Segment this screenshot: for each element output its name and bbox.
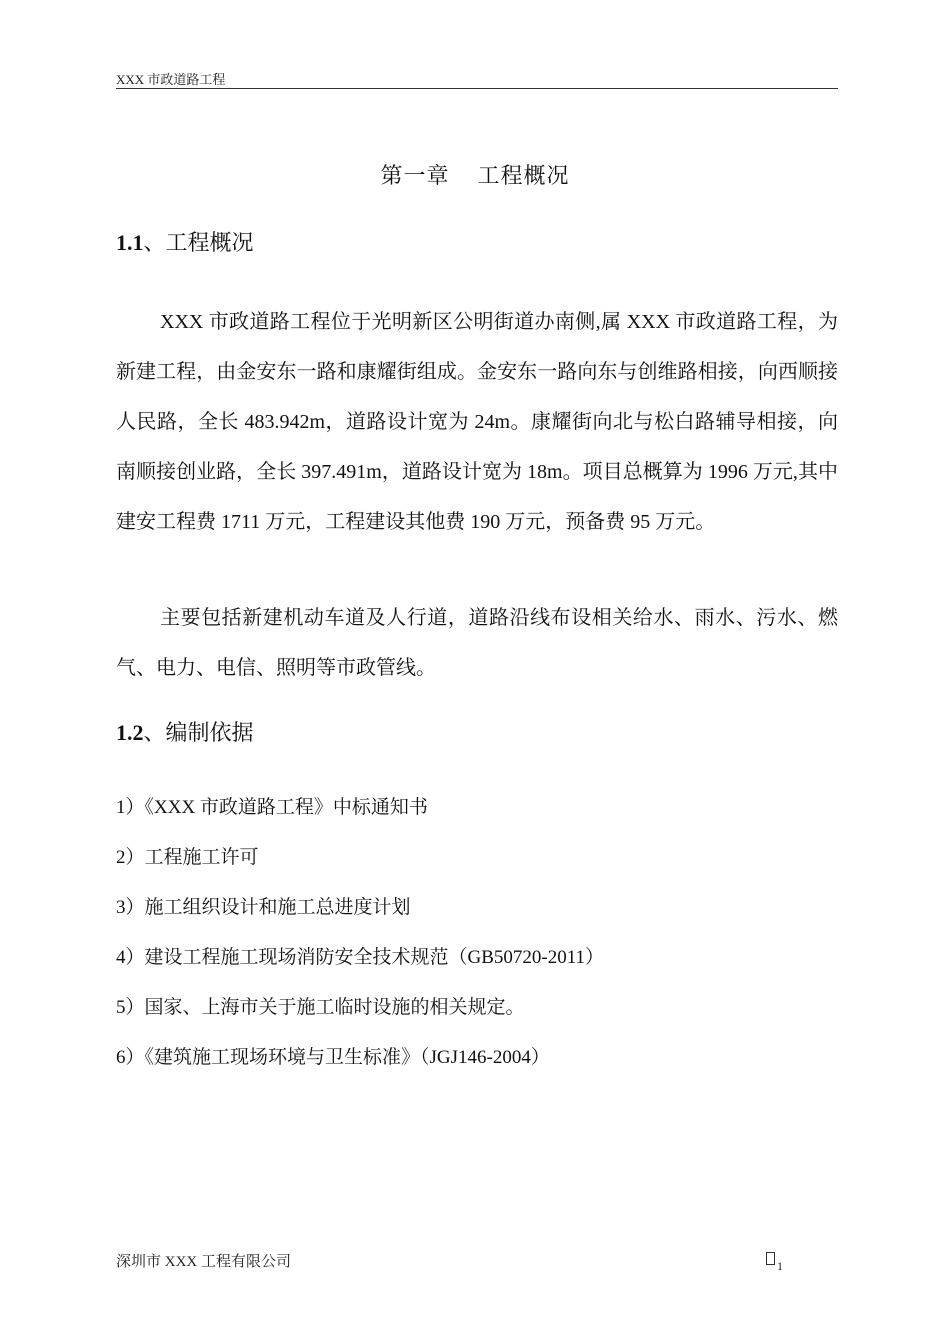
scope-paragraph: 主要包括新建机动车道及人行道，道路沿线布设相关给水、雨水、污水、燃气、电力、电信、照明等市政管线。: [116, 607, 838, 679]
footer-company: 深圳市 XXX 工程有限公司: [116, 1254, 291, 1270]
section-title: 、工程概况: [143, 230, 254, 255]
chapter-number-label: 第一章: [380, 163, 450, 188]
section-heading-1-1: [116, 228, 254, 258]
page-glyph-icon: [766, 1252, 775, 1265]
chapter-title-text: 工程概况: [477, 163, 570, 188]
page-number: [766, 1252, 783, 1276]
list-item: 1）《XXX 市政道路工程》中标通知书: [116, 797, 428, 818]
page-header-title: XXX 市政道路工程: [116, 72, 226, 87]
section-heading-1-2: [116, 718, 254, 748]
overview-paragraph: XXX 市政道路工程位于光明新区公明街道办南侧,属 XXX 市政道路工程，为新建工程，由金安东一路和康耀街组成。金安东一路向东与创维路相接，向西顺接人民路，全长 483.942m，道路设计宽为 24m。康耀街向北与松白路辅导相接，向南顺接创业路，全长 397.491m，道路设计宽为 18m。项目总概算为 1996 万元,其中建安工程费 1711 万元，工程建设其他费 190 万元，预备费 95 万元。: [116, 311, 838, 533]
chapter-title: [0, 160, 950, 192]
list-item: 5）国家、上海市关于施工临时设施的相关规定。: [116, 997, 525, 1018]
section-number: 1.1: [116, 230, 144, 255]
header-divider: [116, 88, 838, 89]
page-number-value: 1: [777, 1259, 783, 1273]
list-item: 2）工程施工许可: [116, 847, 259, 868]
list-item: 4）建设工程施工现场消防安全技术规范（GB50720-2011）: [116, 947, 605, 968]
basis-list: [116, 783, 838, 1083]
list-item: 6）《建筑施工现场环境与卫生标准》（JGJ146-2004）: [116, 1047, 550, 1068]
section-number: 1.2: [116, 720, 144, 745]
list-item: 3）施工组织设计和施工总进度计划: [116, 897, 411, 918]
section-title: 、编制依据: [143, 720, 254, 745]
